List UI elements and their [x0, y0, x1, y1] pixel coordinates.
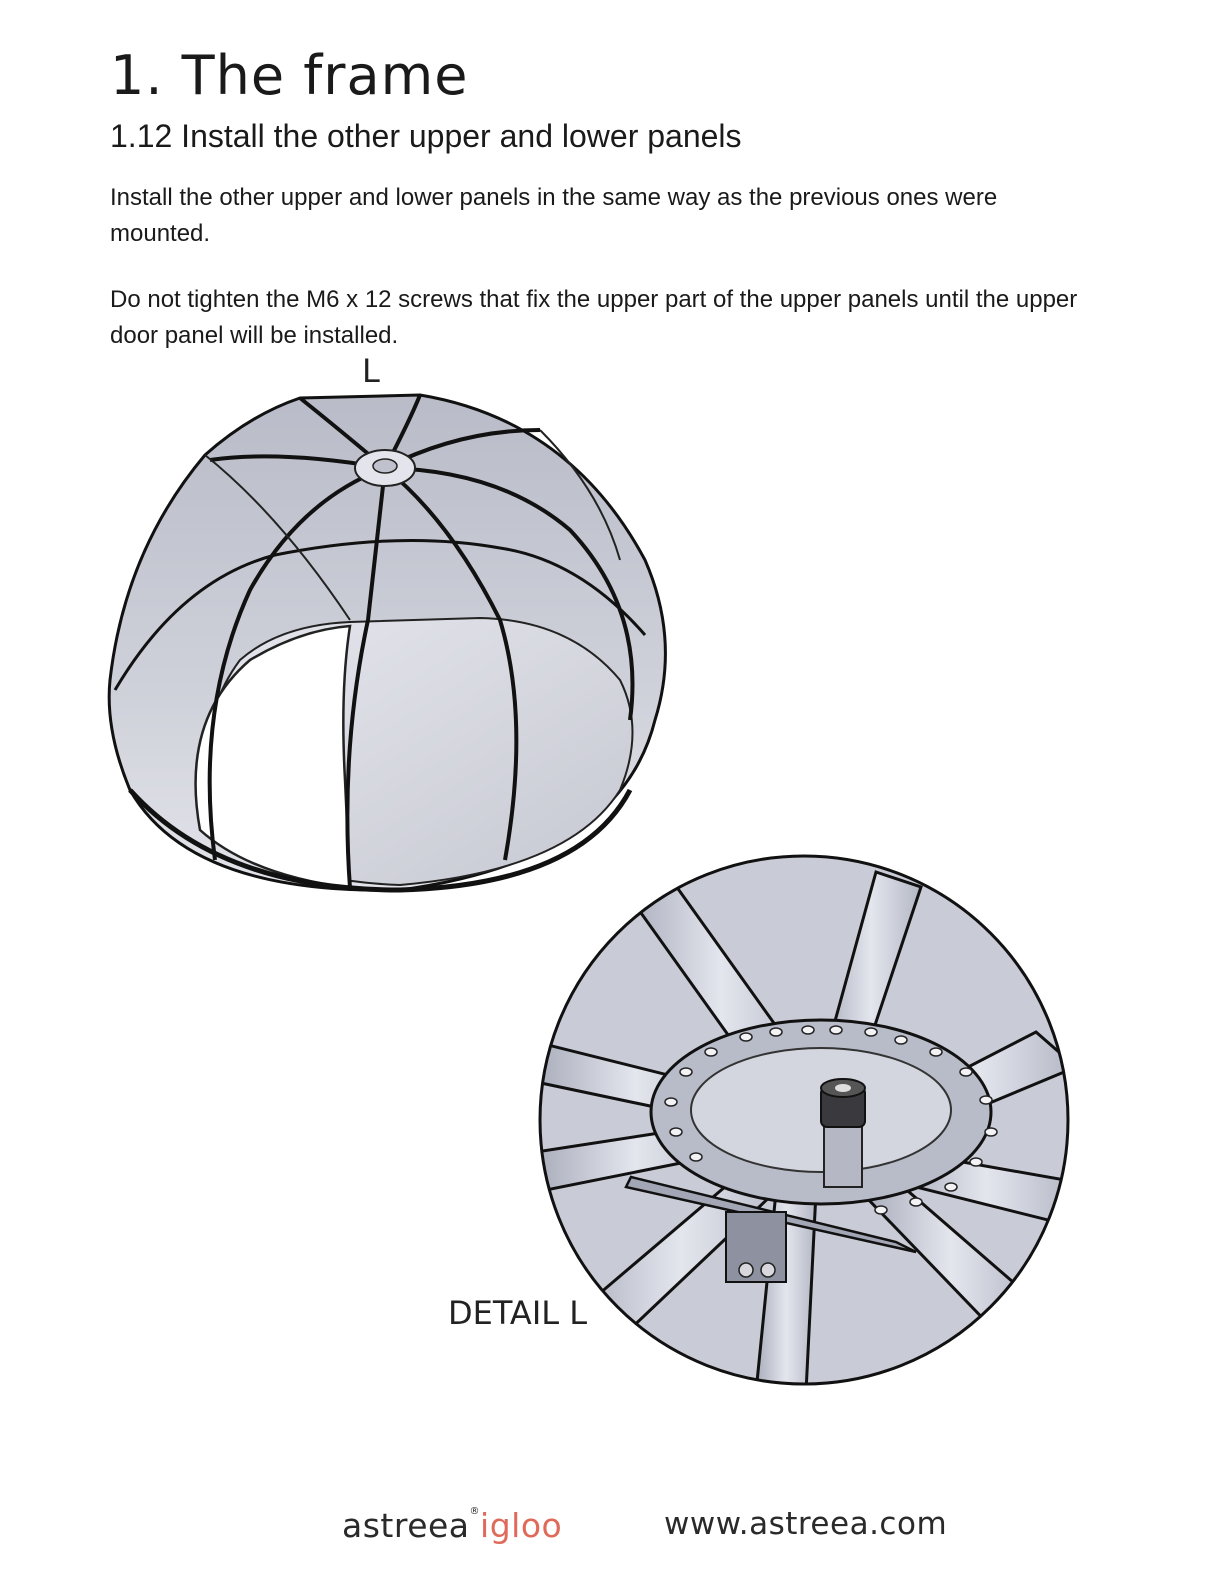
- logo-brand-text: astreea: [342, 1506, 470, 1545]
- instruction-paragraph-2: Do not tighten the M6 x 12 screws that fix the upper part of the upper panels until the upper door panel will be installed.: [110, 286, 1078, 349]
- detail-l-caption: DETAIL L: [448, 1294, 588, 1332]
- logo-product-text: igloo: [480, 1506, 563, 1545]
- dome-frame-illustration: [100, 390, 680, 910]
- instruction-paragraph-1: Install the other upper and lower panels in the same way as the previous ones were mounted.: [110, 184, 998, 247]
- logo-registered-mark: ®: [469, 1506, 481, 1517]
- detail-l-hub-illustration: [536, 852, 1076, 1392]
- section-title: 1.12 Install the other upper and lower panels: [110, 118, 742, 154]
- astreea-igloo-logo: [342, 1506, 562, 1545]
- chapter-title: 1. The frame: [110, 44, 469, 107]
- website-url[interactable]: www.astreea.com: [664, 1506, 948, 1542]
- detail-marker-label: L: [362, 352, 380, 390]
